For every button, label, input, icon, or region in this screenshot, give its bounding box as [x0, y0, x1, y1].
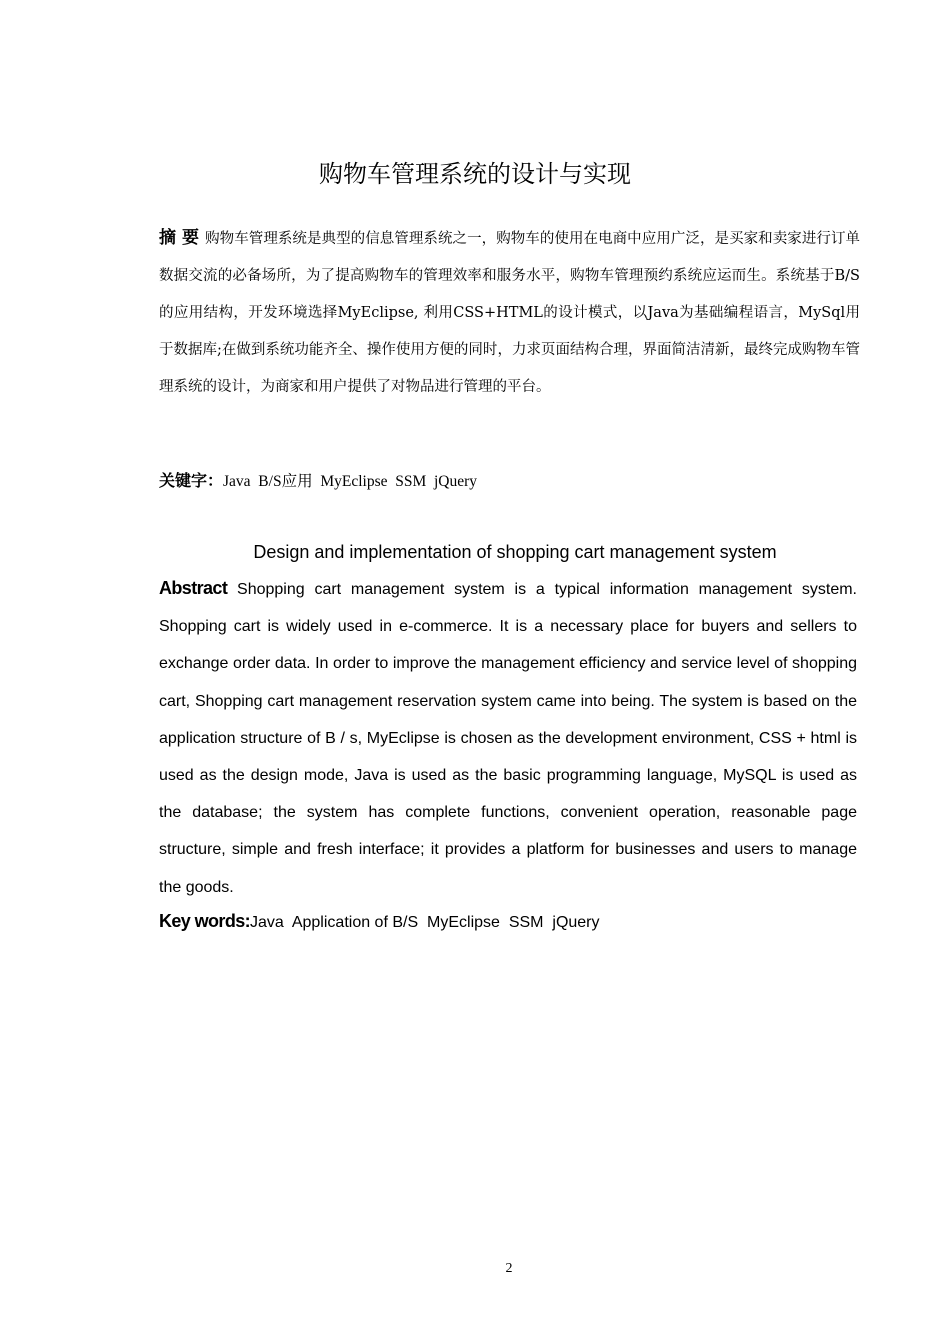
english-keywords-text: Java Application of B/S MyEclipse SSM jQuery: [250, 914, 600, 931]
english-abstract-text: Shopping cart management system is a typical information management system. Shopping cart is widely used in e-commerce. It is a necessary place for buyers and sellers to exchange order data. In order to improve the management efficiency and service level of shopping cart, Shopping cart management reservation system came into being. The system is based on the application structure of B / s, MyEclipse is chosen as the development environment, CSS + html is used as the design mode, Java is used as the basic programming language, MySQL is used as the database; the system has complete functions, convenient operation, reasonable page structure, simple and fresh interface; it provides a platform for businesses and users to manage the goods.: [159, 581, 857, 896]
chinese-abstract-text: 购物车管理系统是典型的信息管理系统之一，购物车的使用在电商中应用广泛，是买家和卖家进行订单数据交流的必备场所，为了提高购物车的管理效率和服务水平，购物车管理预约系统应运而生。系统基于B/S的应用结构，开发环境选择MyEclipse, 利用CSS+HTML的设计模式，以Java为基础编程语言，MySql用于数据库;在做到系统功能齐全、操作使用方便的同时，力求页面结构合理，界面简洁清新，最终完成购物车管理系统的设计，为商家和用户提供了对物品进行管理的平台。: [159, 231, 861, 395]
english-abstract-label: Abstract: [159, 578, 228, 598]
chinese-keywords-text: Java B/S应用 MyEclipse SSM jQuery: [223, 473, 478, 490]
chinese-keywords: [159, 466, 860, 497]
chinese-title: 购物车管理系统的设计与实现: [319, 160, 631, 188]
english-keywords-label: Key words:: [159, 911, 251, 931]
english-title: Design and implementation of shopping cart management system: [253, 542, 777, 562]
chinese-abstract: [159, 220, 860, 406]
english-keywords: [159, 906, 860, 938]
english-abstract: [159, 570, 857, 906]
chinese-keywords-label: 关键字：: [159, 471, 224, 490]
page-number: 2: [505, 1261, 513, 1276]
chinese-abstract-label: 摘 要: [159, 228, 200, 248]
